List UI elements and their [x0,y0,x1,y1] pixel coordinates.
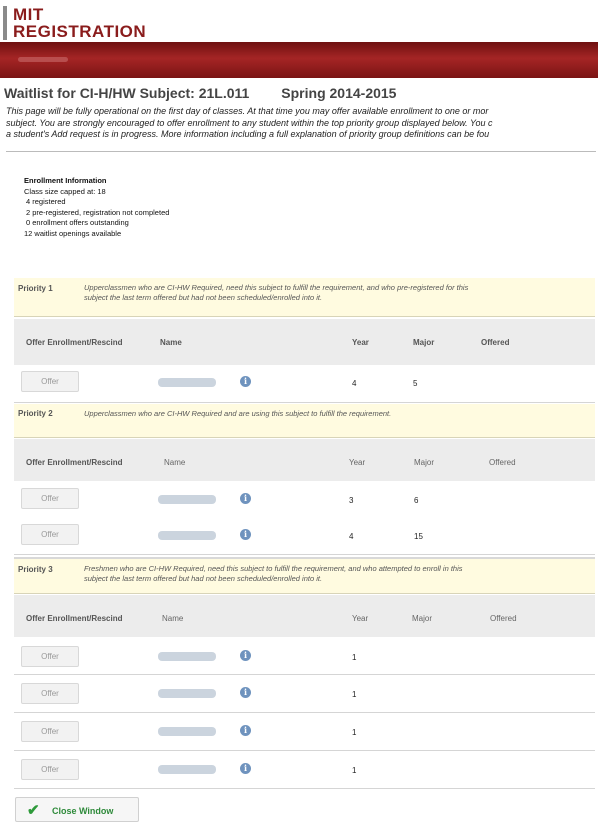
col-major: Major [414,458,435,467]
col-name: Name [160,338,182,347]
banner-blurred-text [18,57,68,62]
info-icon[interactable]: i [240,687,251,698]
page-title [4,85,396,101]
col-year: Year [352,614,369,623]
offer-button[interactable]: Offer [21,683,79,704]
student-name-blurred [158,727,216,736]
offer-button[interactable]: Offer [21,371,79,392]
enrollment-line: 12 waitlist openings available [24,228,122,238]
logo-line2: REGISTRATION [13,22,147,41]
col-name: Name [164,458,186,467]
priority-description [84,409,584,419]
table-row [14,637,595,675]
table-row [14,751,595,789]
intro-text [6,106,596,141]
priority-3-banner [14,557,595,594]
col-offer: Offer Enrollment/Rescind [26,614,123,623]
mit-registration-logo [0,2,147,42]
divider [6,151,596,152]
enrollment-line: 0 enrollment offers outstanding [26,218,129,227]
info-icon[interactable]: i [240,763,251,774]
offer-button[interactable]: Offer [21,488,79,509]
intro-line: This page will be fully operational on the first day of classes. At that time you may offer available enrollment to one or mor [6,106,489,116]
priority-description-line: Upperclassmen who are CI-HW Required and are using this subject to fulfill the requirement. [84,409,392,418]
priority-label: Priority 1 [18,284,53,293]
offer-button[interactable]: Offer [21,759,79,780]
col-offer: Offer Enrollment/Rescind [26,458,123,467]
student-year: 1 [352,690,357,699]
offer-button[interactable]: Offer [21,646,79,667]
table-row [14,517,595,555]
col-name: Name [162,614,184,623]
table-row [14,481,595,519]
enrollment-line: Class size capped at: 18 [24,186,106,196]
info-icon[interactable]: i [240,725,251,736]
priority-description-line: subject the last term offered but had not been scheduled/enrolled into it. [84,574,323,583]
table-row [14,713,595,751]
table-header [14,319,595,365]
logo-line1: MIT [13,5,44,24]
student-year: 1 [352,728,357,737]
col-offer: Offer Enrollment/Rescind [26,338,123,347]
priority-2-banner [14,404,595,438]
priority-label: Priority 3 [18,565,53,574]
priority-description [84,283,584,303]
student-year: 4 [349,532,354,541]
enrollment-heading: Enrollment Information [24,176,107,185]
info-icon[interactable]: i [240,493,251,504]
priority-description-line: Freshmen who are CI-HW Required, need this subject to fulfill the requirement, and who attempted to enroll in this [84,564,463,573]
student-major: 15 [414,532,423,541]
student-year: 3 [349,496,354,505]
close-window-button[interactable] [15,797,139,822]
table-header [14,595,595,641]
col-offered: Offered [481,338,510,347]
enrollment-line: 4 registered [26,197,66,206]
student-major: 6 [414,496,419,505]
student-name-blurred [158,652,216,661]
student-major: 5 [413,379,418,388]
student-name-blurred [158,378,216,387]
table-header [14,439,595,485]
student-year: 1 [352,766,357,775]
term-title: Spring 2014-2015 [281,85,397,101]
student-name-blurred [158,689,216,698]
info-icon[interactable]: i [240,529,251,540]
priority-label: Priority 2 [18,409,53,418]
priority-1-banner [14,278,595,317]
header-banner [0,42,598,78]
col-year: Year [352,338,369,347]
subject-title: Waitlist for CI-H/HW Subject: 21L.011 [4,85,250,101]
col-major: Major [412,614,433,623]
close-window-label: Close Window [52,806,114,816]
table-row [14,365,595,403]
offer-button[interactable]: Offer [21,524,79,545]
col-major: Major [413,338,435,347]
priority-description-line: Upperclassmen who are CI-HW Required, need this subject to fulfill the requirement, and who pre-registered for this [84,283,469,292]
intro-line: subject. You are strongly encouraged to offer enrollment to any student within the top priority group displayed below. You c [6,117,493,128]
student-name-blurred [158,765,216,774]
student-name-blurred [158,495,216,504]
priority-description-line: subject the last term offered but had not been scheduled/enrolled into it. [84,293,323,302]
info-icon[interactable]: i [240,376,251,387]
table-row [14,675,595,713]
priority-description [84,564,584,584]
logo-bar [3,6,7,40]
offer-button[interactable]: Offer [21,721,79,742]
intro-line: a student's Add request is in progress. More information including a full explanation of priority group definitions can be fou [6,129,490,139]
student-name-blurred [158,531,216,540]
enrollment-info [24,176,169,239]
checkmark-icon: ✔ [27,802,40,819]
col-year: Year [349,458,366,467]
enrollment-line: 2 pre-registered, registration not completed [26,207,170,217]
student-year: 4 [352,379,357,388]
col-offered: Offered [489,458,516,467]
col-offered: Offered [490,614,517,623]
student-year: 1 [352,653,357,662]
info-icon[interactable]: i [240,650,251,661]
